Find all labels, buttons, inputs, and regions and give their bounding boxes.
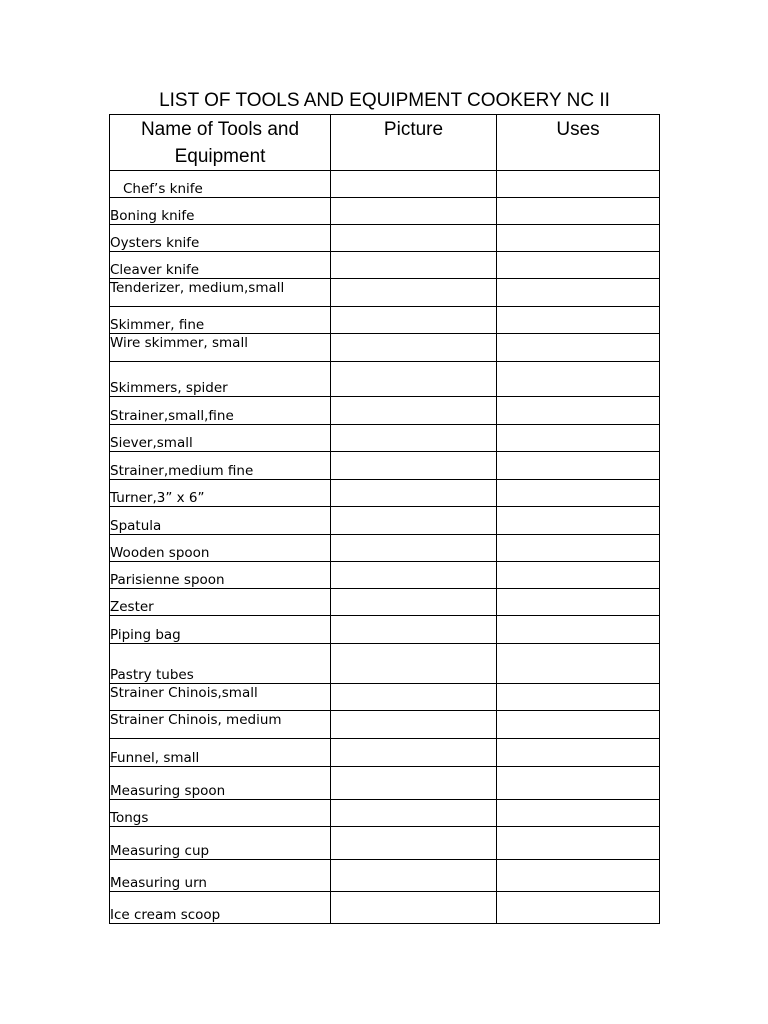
picture-cell bbox=[331, 480, 497, 507]
uses-cell bbox=[497, 198, 660, 225]
uses-cell bbox=[497, 562, 660, 589]
uses-cell bbox=[497, 589, 660, 616]
uses-cell bbox=[497, 800, 660, 827]
picture-cell bbox=[331, 589, 497, 616]
table-row bbox=[110, 739, 660, 767]
uses-cell bbox=[497, 334, 660, 362]
uses-cell bbox=[497, 252, 660, 279]
table-row bbox=[110, 362, 660, 397]
uses-cell bbox=[497, 225, 660, 252]
tool-name-cell: Spatula bbox=[110, 507, 331, 535]
picture-cell bbox=[331, 711, 497, 739]
picture-cell bbox=[331, 198, 497, 225]
table-row bbox=[110, 480, 660, 507]
picture-cell bbox=[331, 827, 497, 860]
uses-cell bbox=[497, 711, 660, 739]
tool-name-cell: Pastry tubes bbox=[110, 644, 331, 684]
table-row bbox=[110, 279, 660, 307]
picture-cell bbox=[331, 425, 497, 452]
picture-cell bbox=[331, 397, 497, 425]
table-row bbox=[110, 589, 660, 616]
table-row bbox=[110, 562, 660, 589]
uses-cell bbox=[497, 892, 660, 924]
uses-cell bbox=[497, 535, 660, 562]
tool-name-cell: Parisienne spoon bbox=[110, 562, 331, 589]
table-row bbox=[110, 535, 660, 562]
picture-cell bbox=[331, 171, 497, 198]
tool-name-cell: Oysters knife bbox=[110, 225, 331, 252]
tool-name-cell: Tongs bbox=[110, 800, 331, 827]
document-title: LIST OF TOOLS AND EQUIPMENT COOKERY NC II bbox=[159, 90, 610, 111]
table-row bbox=[110, 397, 660, 425]
tool-name-cell: Wire skimmer, small bbox=[110, 334, 331, 362]
tool-name-cell: Measuring spoon bbox=[110, 767, 331, 800]
table-row bbox=[110, 307, 660, 334]
uses-cell bbox=[497, 684, 660, 711]
picture-cell bbox=[331, 616, 497, 644]
table-row bbox=[110, 827, 660, 860]
uses-cell bbox=[497, 425, 660, 452]
uses-cell bbox=[497, 279, 660, 307]
picture-cell bbox=[331, 644, 497, 684]
picture-cell bbox=[331, 892, 497, 924]
tools-table bbox=[109, 114, 660, 924]
table-row bbox=[110, 767, 660, 800]
table-row bbox=[110, 644, 660, 684]
tool-name-cell: Tenderizer, medium,small bbox=[110, 279, 331, 307]
table-row bbox=[110, 616, 660, 644]
table-row bbox=[110, 452, 660, 480]
tool-name-cell: Cleaver knife bbox=[110, 252, 331, 279]
tool-name-cell: Chef’s knife bbox=[110, 171, 331, 198]
table-row bbox=[110, 171, 660, 198]
table-row bbox=[110, 198, 660, 225]
table-row bbox=[110, 334, 660, 362]
uses-cell bbox=[497, 827, 660, 860]
picture-cell bbox=[331, 860, 497, 892]
tool-name-cell: Skimmer, fine bbox=[110, 307, 331, 334]
tool-name-cell: Skimmers, spider bbox=[110, 362, 331, 397]
picture-cell bbox=[331, 739, 497, 767]
picture-cell bbox=[331, 252, 497, 279]
tool-name-cell: Zester bbox=[110, 589, 331, 616]
picture-cell bbox=[331, 307, 497, 334]
column-header-name: Name of Tools and Equipment bbox=[110, 115, 331, 171]
tool-name-cell: Strainer,small,fine bbox=[110, 397, 331, 425]
tool-name-cell: Measuring cup bbox=[110, 827, 331, 860]
tool-name-cell: Siever,small bbox=[110, 425, 331, 452]
tool-name-cell: Strainer Chinois, medium bbox=[110, 711, 331, 739]
tool-name-cell: Turner,3” x 6” bbox=[110, 480, 331, 507]
column-header-picture: Picture bbox=[331, 115, 497, 171]
table-row bbox=[110, 507, 660, 535]
uses-cell bbox=[497, 860, 660, 892]
table-row bbox=[110, 800, 660, 827]
table-row bbox=[110, 425, 660, 452]
tool-name-cell: Piping bag bbox=[110, 616, 331, 644]
uses-cell bbox=[497, 362, 660, 397]
uses-cell bbox=[497, 767, 660, 800]
picture-cell bbox=[331, 279, 497, 307]
picture-cell bbox=[331, 800, 497, 827]
picture-cell bbox=[331, 507, 497, 535]
tool-name-cell: Wooden spoon bbox=[110, 535, 331, 562]
uses-cell bbox=[497, 644, 660, 684]
table-row bbox=[110, 892, 660, 924]
uses-cell bbox=[497, 480, 660, 507]
table-header-row bbox=[110, 115, 660, 171]
uses-cell bbox=[497, 307, 660, 334]
tool-name-cell: Ice cream scoop bbox=[110, 892, 331, 924]
picture-cell bbox=[331, 452, 497, 480]
table-row bbox=[110, 711, 660, 739]
picture-cell bbox=[331, 535, 497, 562]
table-row bbox=[110, 860, 660, 892]
tool-name-cell: Strainer,medium fine bbox=[110, 452, 331, 480]
picture-cell bbox=[331, 767, 497, 800]
tool-name-cell: Measuring urn bbox=[110, 860, 331, 892]
uses-cell bbox=[497, 739, 660, 767]
table-row bbox=[110, 684, 660, 711]
uses-cell bbox=[497, 171, 660, 198]
uses-cell bbox=[497, 616, 660, 644]
table-row bbox=[110, 225, 660, 252]
picture-cell bbox=[331, 362, 497, 397]
picture-cell bbox=[331, 225, 497, 252]
tool-name-cell: Boning knife bbox=[110, 198, 331, 225]
uses-cell bbox=[497, 397, 660, 425]
picture-cell bbox=[331, 334, 497, 362]
picture-cell bbox=[331, 562, 497, 589]
table-row bbox=[110, 252, 660, 279]
picture-cell bbox=[331, 684, 497, 711]
uses-cell bbox=[497, 452, 660, 480]
column-header-uses: Uses bbox=[497, 115, 660, 171]
tool-name-cell: Funnel, small bbox=[110, 739, 331, 767]
uses-cell bbox=[497, 507, 660, 535]
tool-name-cell: Strainer Chinois,small bbox=[110, 684, 331, 711]
